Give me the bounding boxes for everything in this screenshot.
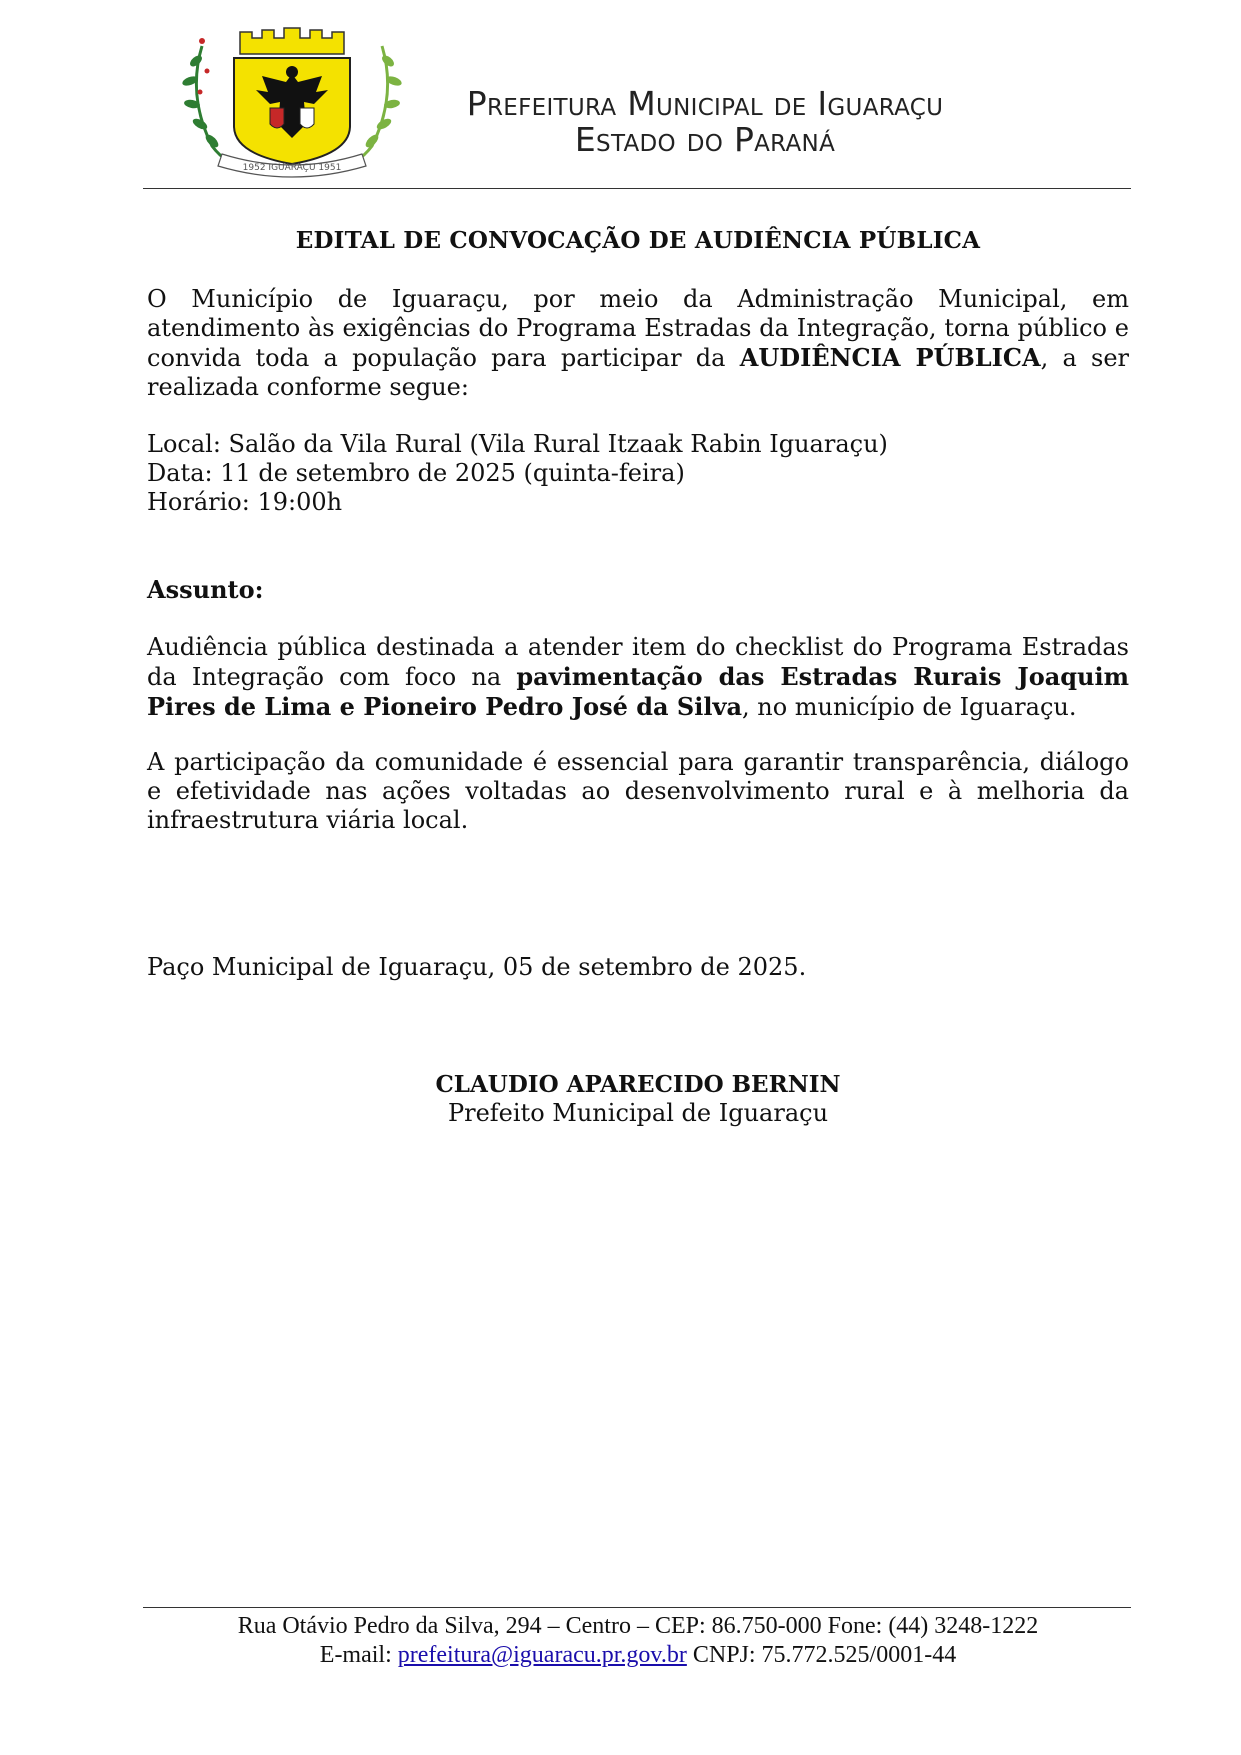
place-date: Paço Municipal de Iguaraçu, 05 de setembro de 2025. — [147, 953, 807, 981]
signer-title: Prefeito Municipal de Iguaraçu — [447, 1099, 829, 1127]
email-link[interactable]: prefeitura@iguaracu.pr.gov.br — [397, 1642, 687, 1668]
event-time: Horário: 19:00h — [147, 488, 343, 516]
event-date: Data: 11 de setembro de 2025 (quinta-feira) — [147, 459, 685, 487]
cnpj: CNPJ: 75.772.525/0001-44 — [686, 1642, 957, 1668]
svg-text:1952 IGUARAÇU 1951: 1952 IGUARAÇU 1951 — [242, 163, 342, 173]
state-name: Estado do Paraná — [574, 120, 836, 159]
signer-name: CLAUDIO APARECIDO BERNIN — [435, 1071, 841, 1098]
subject-text-before: Audiência pública destinada a atender item do checklist do Programa Estradas da Integração com foco na — [147, 633, 1129, 691]
footer — [147, 1612, 1129, 1670]
subject-label: Assunto: — [147, 575, 264, 604]
subject-bold: pavimentação das Estradas Rurais Joaquim Pires de Lima e Pioneiro Pedro José da Silva — [147, 662, 1129, 721]
subject-paragraph — [147, 633, 1129, 722]
intro-paragraph — [147, 285, 1129, 402]
participation-paragraph: A participação da comunidade é essencial para garantir transparência, diálogo e efetividade nas ações voltadas ao desenvolvimento rural e à melhoria da infraestrutura viária local. — [147, 748, 1129, 834]
event-location: Local: Salão da Vila Rural (Vila Rural Itzaak Rabin Iguaraçu) — [147, 430, 888, 458]
document-title: EDITAL DE CONVOCAÇÃO DE AUDIÊNCIA PÚBLICA — [295, 227, 981, 254]
municipality-name: Prefeitura Municipal de Iguaraçu — [466, 84, 944, 123]
subject-text-after: , no município de Iguaraçu. — [742, 693, 1077, 721]
intro-bold: AUDIÊNCIA PÚBLICA — [739, 343, 1041, 372]
footer-divider — [143, 1607, 1131, 1608]
footer-address: Rua Otávio Pedro da Silva, 294 – Centro – CEP: 86.750-000 Fone: (44) 3248-1222 — [237, 1613, 1039, 1639]
intro-text-after: , a ser realizada conforme segue: — [147, 344, 1130, 401]
letterhead-title — [405, 86, 1005, 158]
event-details — [147, 430, 1129, 517]
letterhead — [0, 0, 1241, 200]
signature-block — [147, 1070, 1129, 1128]
footer-contact — [147, 1641, 1129, 1670]
header-divider — [143, 188, 1131, 189]
intro-text-before: O Município de Iguaraçu, por meio da Administração Municipal, em atendimento às exigências do Programa Estradas da Integração, torna público e convida toda a população para participar da — [147, 285, 1129, 372]
email-label: E-mail: — [319, 1642, 398, 1668]
coat-of-arms-icon — [182, 26, 402, 178]
